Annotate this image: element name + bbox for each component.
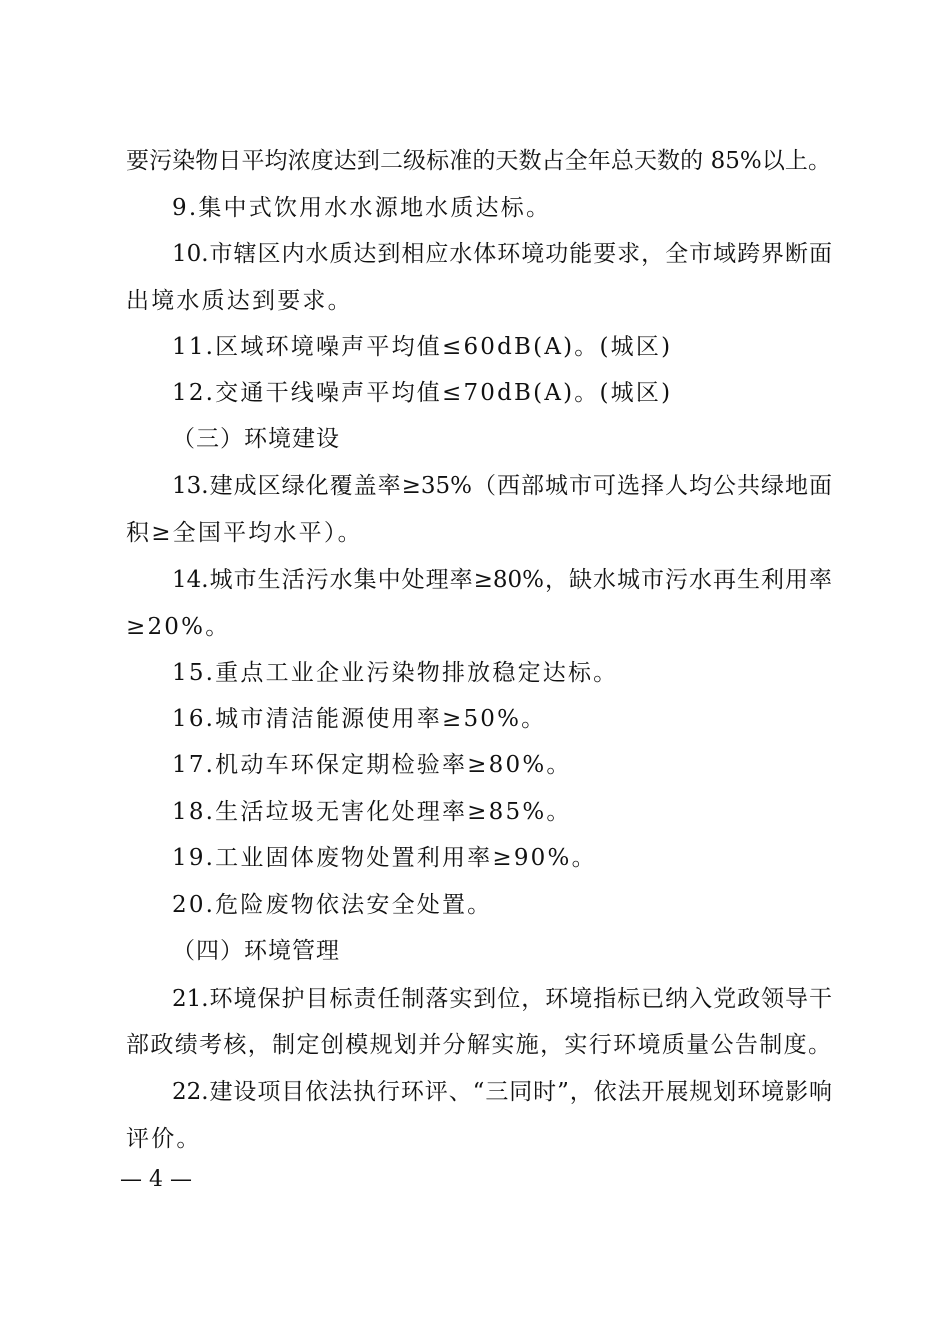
text-line: 出境水质达到要求。 (126, 288, 353, 314)
text-line: 21.环境保护目标责任制落实到位，环境指标已纳入党政领导干 (172, 986, 832, 1012)
text-line: 17.机动车环保定期检验率≥80%。 (172, 752, 572, 778)
text-line: ≥20%。 (126, 614, 231, 640)
text-line: 13.建成区绿化覆盖率≥35%（西部城市可选择人均公共绿地面 (172, 473, 832, 499)
text-line: 20.危险废物依法安全处置。 (172, 892, 493, 918)
section-heading: （四）环境管理 (172, 938, 340, 964)
text-line: 评价。 (126, 1126, 202, 1152)
text-line: 18.生活垃圾无害化处理率≥85%。 (172, 799, 572, 825)
text-line: 9.集中式饮用水水源地水质达标。 (172, 195, 552, 221)
text-line: 19.工业固体废物处置利用率≥90%。 (172, 845, 597, 871)
text-line: 14.城市生活污水集中处理率≥80%，缺水城市污水再生利用率 (172, 567, 832, 593)
text-line: 积≥全国平均水平）。 (126, 520, 363, 546)
page-number: — 4 — (120, 1167, 192, 1192)
text-line: 10.市辖区内水质达到相应水体环境功能要求，全市域跨界断面 (172, 241, 832, 267)
text-line: 15.重点工业企业污染物排放稳定达标。 (172, 660, 619, 686)
text-line: 12.交通干线噪声平均值≤70dB(A)。(城区) (172, 380, 673, 406)
text-line: 22.建设项目依法执行环评、“三同时”，依法开展规划环境影响 (172, 1079, 832, 1105)
section-heading: （三）环境建设 (172, 426, 340, 452)
text-line: 11.区域环境噪声平均值≤60dB(A)。(城区) (172, 334, 673, 360)
text-line: 16.城市清洁能源使用率≥50%。 (172, 706, 547, 732)
text-line: 部政绩考核，制定创模规划并分解实施，实行环境质量公告制度。 (126, 1032, 831, 1058)
text-line: 要污染物日平均浓度达到二级标准的天数占全年总天数的 85%以上。 (126, 148, 831, 174)
